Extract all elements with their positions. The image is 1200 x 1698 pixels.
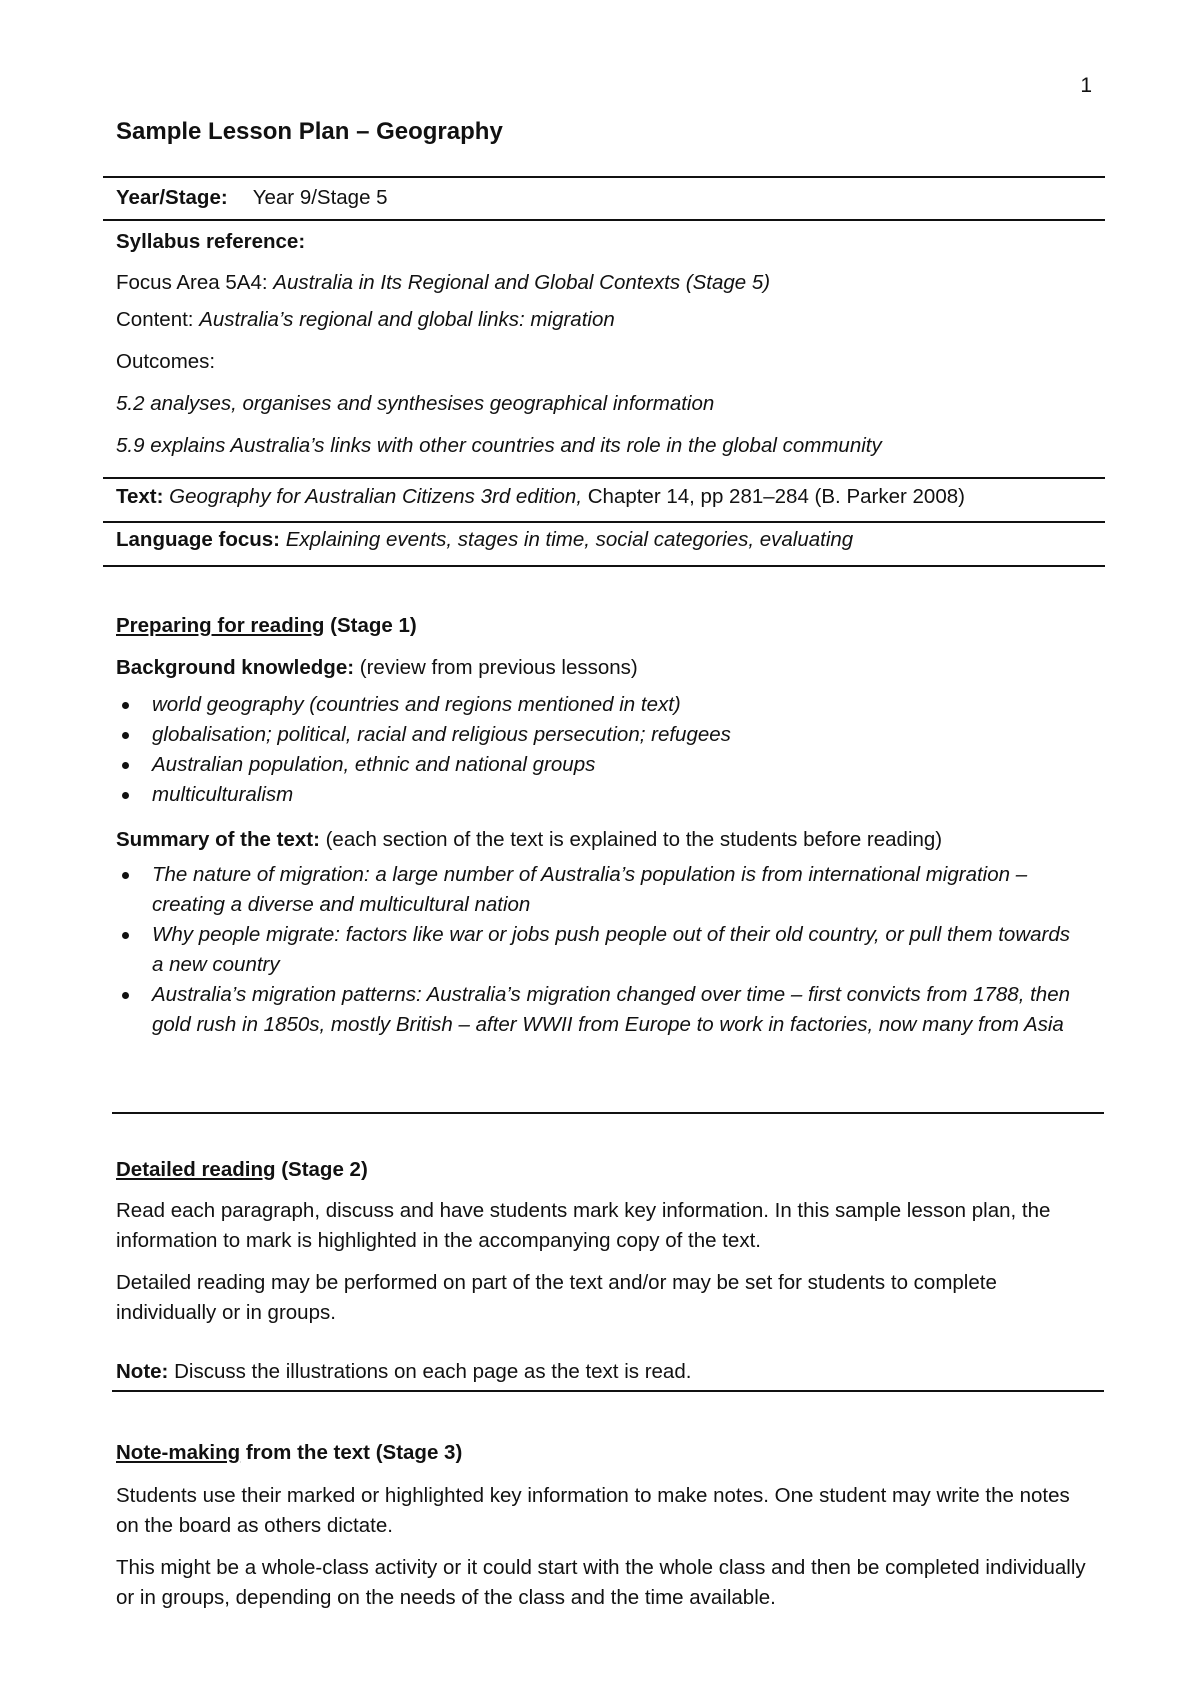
year-stage-label: Year/Stage:: [116, 186, 228, 209]
note-text: Discuss the illustrations on each page as the text is read.: [168, 1360, 692, 1383]
text-title: Geography for Australian Citizens 3rd edition,: [169, 485, 583, 508]
document-title: Sample Lesson Plan – Geography: [116, 118, 503, 145]
detailed-paragraph-1: Read each paragraph, discuss and have students mark key information. In this sample lesson plan, the information to mark is highlighted in the accompanying copy of the text.: [116, 1199, 1051, 1252]
note-making-heading: [116, 1441, 462, 1465]
table-rule-bottom: [103, 565, 1105, 567]
preparing-heading: [116, 614, 417, 638]
note-making-heading-stage: from the text (Stage 3): [240, 1441, 463, 1464]
content-value: Australia’s regional and global links: migration: [199, 308, 615, 331]
outcome-2: 5.9 explains Australia’s links with other countries and its role in the global community: [116, 434, 882, 457]
outcomes-label: Outcomes:: [116, 350, 216, 373]
background-note: (review from previous lessons): [354, 656, 638, 679]
table-rule-4: [103, 521, 1105, 523]
content-line: [116, 308, 615, 332]
focus-area-prefix: Focus Area 5A4:: [116, 271, 274, 294]
year-stage-row: [116, 186, 388, 210]
list-item: multiculturalism: [116, 780, 1086, 810]
table-rule-3: [103, 477, 1105, 479]
language-focus-value: Explaining events, stages in time, social categories, evaluating: [285, 528, 854, 551]
summary-note: (each section of the text is explained to the students before reading): [319, 828, 943, 851]
preparing-heading-stage: (Stage 1): [324, 614, 417, 637]
background-label: Background knowledge:: [116, 656, 355, 679]
syllabus-label: Syllabus reference:: [116, 230, 306, 253]
table-rule-top: [103, 176, 1105, 178]
language-focus-label: Language focus:: [116, 528, 286, 551]
summary-line: [116, 828, 942, 852]
list-item: world geography (countries and regions mentioned in text): [116, 690, 1086, 720]
note-making-heading-link: Note-making: [116, 1441, 241, 1464]
detailed-paragraph-2: Detailed reading may be performed on part of the text and/or may be set for students to complete individually or in groups.: [116, 1271, 997, 1324]
detailed-heading-link: Detailed reading: [116, 1158, 276, 1181]
summary-label: Summary of the text:: [116, 828, 320, 851]
table-rule-2: [103, 219, 1105, 221]
preparing-heading-link: Preparing for reading: [116, 614, 325, 637]
list-item: Australian population, ethnic and national groups: [116, 750, 1086, 780]
text-label: Text:: [116, 485, 170, 508]
detailed-heading-stage: (Stage 2): [275, 1158, 368, 1181]
focus-area-value: Australia in Its Regional and Global Contexts (Stage 5): [273, 271, 771, 294]
text-reference-line: [116, 485, 965, 509]
list-item: The nature of migration: a large number of Australia’s population is from international migration – creating a diverse and multicultural nation: [116, 860, 1086, 920]
list-item: globalisation; political, racial and religious persecution; refugees: [116, 720, 1086, 750]
section-rule-1: [112, 1112, 1104, 1114]
page-number: 1: [1080, 74, 1092, 97]
focus-area-line: [116, 271, 770, 295]
language-focus-line: [116, 528, 853, 552]
note-making-paragraph-1: Students use their marked or highlighted key information to make notes. One student may write the notes on the board as others dictate.: [116, 1484, 1070, 1537]
year-stage-value: Year 9/Stage 5: [252, 186, 388, 209]
summary-list: [116, 860, 1086, 1040]
section-rule-2: [112, 1390, 1104, 1392]
note-making-paragraph-2: This might be a whole-class activity or it could start with the whole class and then be completed individually or in groups, depending on the needs of the class and the time available.: [116, 1556, 1086, 1609]
outcome-1: 5.2 analyses, organises and synthesises geographical information: [116, 392, 715, 415]
list-item: Why people migrate: factors like war or jobs push people out of their old country, or pull them towards a new country: [116, 920, 1086, 980]
content-prefix: Content:: [116, 308, 200, 331]
list-item: Australia’s migration patterns: Australia’s migration changed over time – first convicts from 1788, then gold rush in 1850s, mostly British – after WWII from Europe to work in factories, now many from Asia: [116, 980, 1086, 1040]
background-knowledge-line: [116, 656, 638, 680]
text-details: Chapter 14, pp 281–284 (B. Parker 2008): [582, 485, 965, 508]
background-list: [116, 690, 1086, 810]
detailed-note: [116, 1360, 691, 1384]
detailed-heading: [116, 1158, 368, 1182]
note-label: Note:: [116, 1360, 169, 1383]
